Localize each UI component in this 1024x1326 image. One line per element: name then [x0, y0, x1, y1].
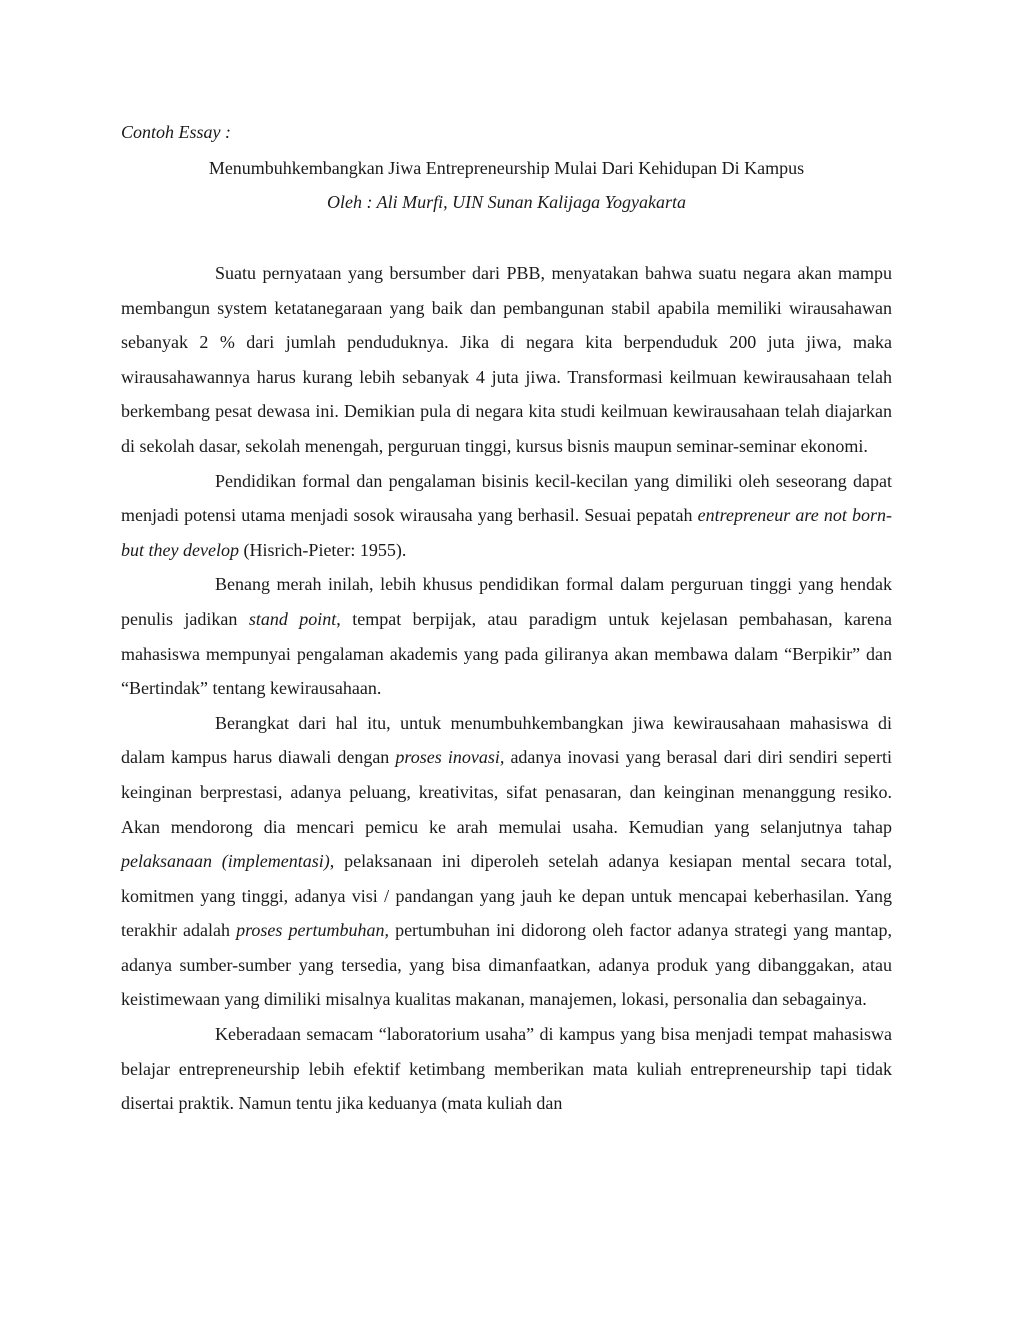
document-label: Contoh Essay :	[121, 122, 231, 142]
paragraph-4	[121, 706, 892, 1017]
paragraph-italic-text: pelaksanaan (implementasi)	[121, 851, 330, 872]
paragraph-text: Keberadaan semacam “laboratorium usaha” di kampus yang bisa menjadi tempat mahasiswa belajar entrepreneurship lebih efektif ketimbang memberikan mata kuliah entrepreneurship tapi tidak disertai praktik. Namun tentu jika keduanya (mata kuliah dan	[121, 1024, 892, 1114]
document-title: Menumbuhkembangkan Jiwa Entrepreneurship Mulai Dari Kehidupan Di Kampus	[208, 158, 805, 178]
paragraph-5	[121, 1017, 892, 1121]
paragraph-1	[121, 256, 892, 464]
document-author: Oleh : Ali Murfi, UIN Sunan Kalijaga Yogyakarta	[326, 192, 686, 212]
paragraph-3	[121, 567, 892, 705]
paragraph-italic-text: entrepreneur are not born-but they develop	[121, 505, 892, 560]
paragraph-italic-text: stand point	[248, 608, 337, 629]
paragraph-text: (Hisrich-Pieter: 1955).	[238, 539, 407, 560]
document-body	[121, 118, 892, 1121]
paragraph-text: Pendidikan formal dan pengalaman bisinis kecil-kecilan yang dimiliki oleh seseorang dapat menjadi potensi utama menjadi sosok wirausaha yang berhasil. Sesuai pepatah	[121, 470, 892, 526]
paragraph-2	[121, 464, 892, 568]
paragraph-italic-text: proses inovasi,	[395, 747, 505, 768]
paragraph-text: , tempat berpijak, atau paradigm untuk kejelasan pembahasan, karena mahasiswa mempunyai pengalaman akademis yang pada giliranya akan membawa dalam “Berpikir” dan “Bertindak” tentang kewirausahaan.	[121, 608, 892, 699]
paragraph-text: Berangkat dari hal itu, untuk menumbuhkembangkan jiwa kewirausahaan mahasiswa di dalam kampus harus diawali dengan	[121, 712, 892, 768]
paragraph-text: adanya inovasi yang berasal dari diri sendiri seperti keinginan berprestasi, adanya peluang, kreativitas, sifat penasaran, dan keinginan menanggung resiko. Akan mendorong dia mencari pemicu ke arah memulai usaha. Kemudian yang selanjutnya tahap	[121, 747, 892, 837]
paragraph-text: pertumbuhan ini didorong oleh factor adanya strategi yang mantap, adanya sumber-sumber yang tersedia, yang bisa dimanfaatkan, adanya produk yang dibanggakan, atau keistimewaan yang dimiliki misalnya kualitas makanan, manajemen, lokasi, personalia dan sebagainya.	[121, 920, 892, 1010]
paragraph-text: Benang merah inilah, lebih khusus pendidikan formal dalam perguruan tinggi yang hendak penulis jadikan	[121, 574, 892, 629]
paragraph-text: , pelaksanaan ini diperoleh setelah adanya kesiapan mental secara total, komitmen yang tinggi, adanya visi / pandangan yang jauh ke depan untuk mencapai keberhasilan. Yang terakhir adalah	[121, 851, 892, 941]
paragraph-italic-text: proses pertumbuhan,	[236, 920, 389, 941]
paragraph-text: Suatu pernyataan yang bersumber dari PBB, menyatakan bahwa suatu negara akan mampu membangun system ketatanegaraan yang baik dan pembangunan stabil apabila memiliki wirausahawan sebanyak 2 % dari jumlah penduduknya. Jika di negara kita berpenduduk 200 juta jiwa, maka wirausahawannya harus kurang lebih sebanyak 4 juta jiwa. Transformasi keilmuan kewirausahaan telah berkembang pesat dewasa ini. Demikian pula di negara kita studi keilmuan kewirausahaan telah diajarkan di sekolah dasar, sekolah menengah, perguruan tinggi, kursus bisnis maupun seminar-seminar ekonomi.	[121, 263, 892, 456]
